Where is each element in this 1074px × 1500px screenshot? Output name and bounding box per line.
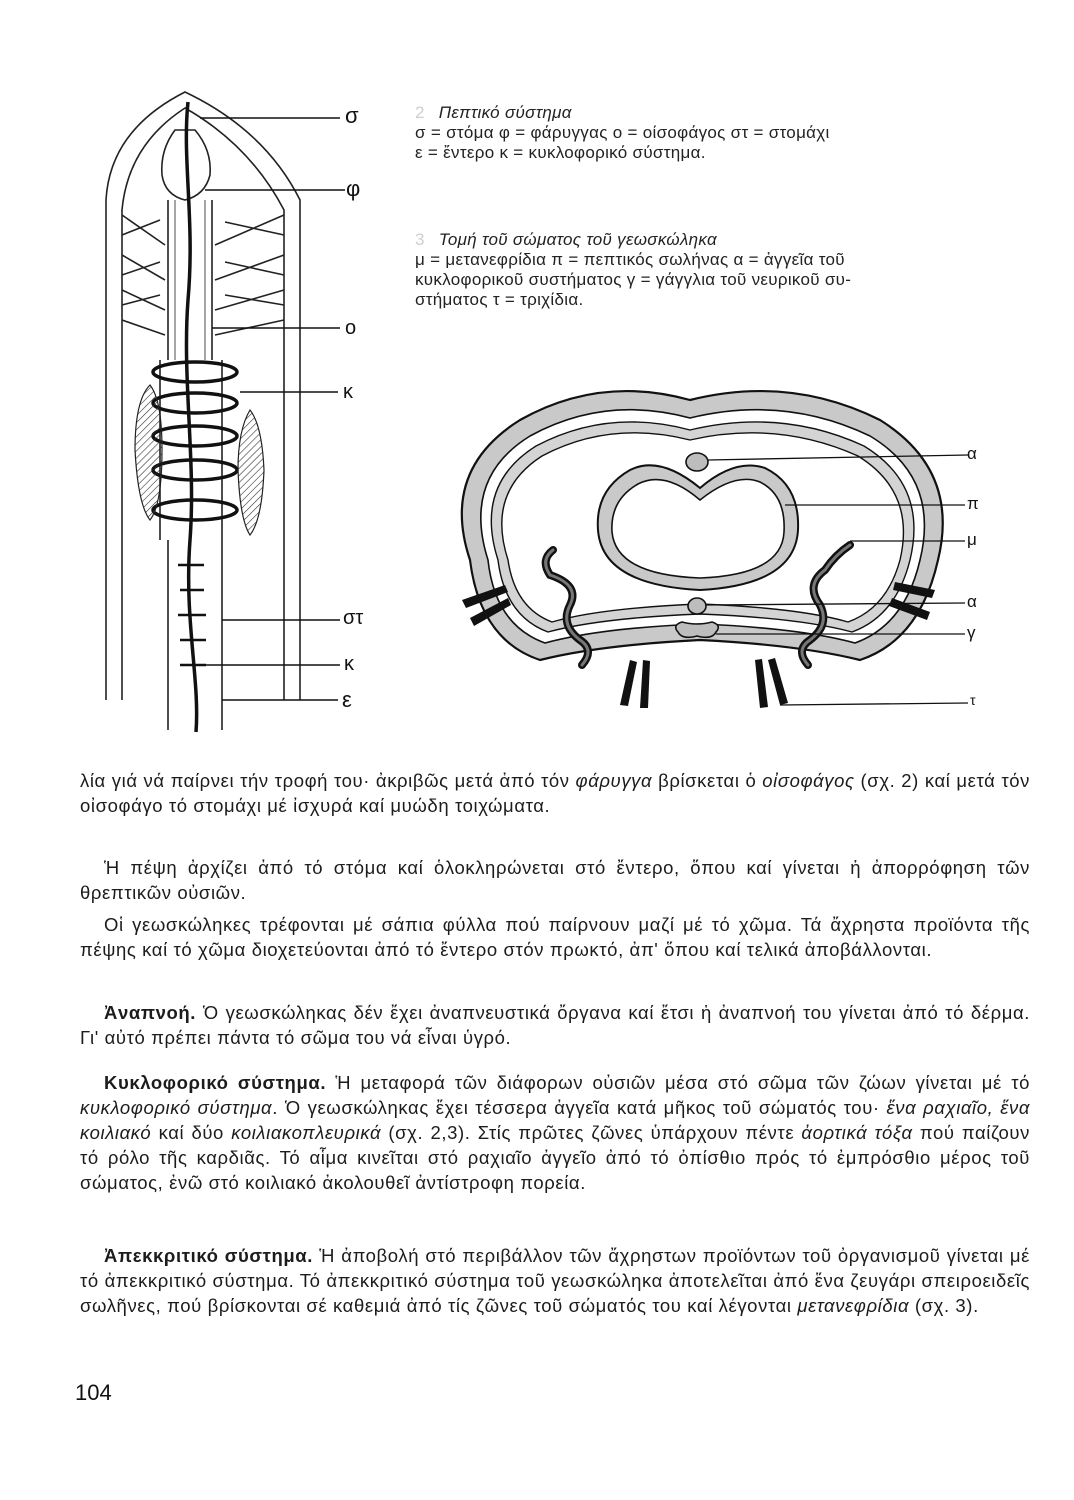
fig3-label-ganglia: γ [967,623,976,642]
p5-text-i: πού παίζουν τό ρόλο τῆς καρδιᾶς. Τό αἷμα κινεῖται στό ραχιαῖο ἀγγεῖο ἀπό τό ὀπίσθιο πρός τό ἐμπρόσθιο μέρος τοῦ σώματος, ἐνῶ στό κοιλιακό ἀκολουθεῖ ἀντίστροφη πορεία. [80,1122,1030,1193]
fig2-caption-number: 2 [415,103,425,122]
fig3-caption-line2: κυκλοφορικοῦ συστήματος γ = γάγγλια τοῦ νευρικοῦ συ- [415,270,852,289]
p5-text-c: . Ὁ γεωσκώληκας ἔχει τέσσερα ἀγγεῖα κατά μῆκος τοῦ σώματός του· [272,1097,887,1118]
nerve-ganglia [676,622,719,637]
p5-term-circulatory: κυκλοφορικό σύστημα [80,1097,273,1118]
paragraph-respiration [80,1000,1030,1050]
fig2-label-vessel-top: κ [343,381,353,403]
seta [755,659,768,708]
paragraph-circulatory [80,1070,1030,1195]
fig2-label-esophagus: ο [345,317,357,339]
fig2-label-pharynx: φ [346,176,361,201]
fig3-label-vessel-top: α [967,444,977,463]
p1-term-esophagus: οἰσοφάγος [762,770,855,791]
ventral-vessel [688,598,706,614]
seta [620,660,637,706]
fig2-caption-title: Πεπτικό σύστημα [438,103,572,122]
p1-term-pharynx: φάρυγγα [575,770,653,791]
p1-text-c: βρίσκεται ὁ [652,770,763,791]
paragraph-feeding: Οἱ γεωσκώληκες τρέφονται μέ σάπια φύλλα πού παίρνουν μαζί μέ τό χῶμα. Τά ἄχρηστα προϊόντα τῆς πέψης καί τό χῶμα διοχετεύονται ἀπό τό ἔντερο στόν πρωκτό, ἀπ' ὅπου καί τελικά ἀποβάλλονται. [80,914,1030,960]
fig3-caption-number: 3 [415,230,425,249]
p5-text-e: καί δύο [151,1122,232,1143]
fig2-label-intestine: ε [342,687,352,712]
fig3-label-digestive-tube: π [967,494,979,513]
dorsal-vessel [686,453,708,471]
fig2-label-mouth: σ [345,103,359,128]
p6-text-c: (σχ. 3). [909,1295,979,1316]
fig2-label-vessel-bottom: κ [344,653,354,675]
p6-term-nephridia: μετανεφρίδια [797,1295,910,1316]
paragraph-pharynx [80,768,1030,818]
seta [768,658,788,705]
heading-respiration: Ἀναπνοή. [104,1002,197,1023]
heading-circulatory: Κυκλοφορικό σύστημα. [104,1072,327,1093]
fig3-label-vessel-bottom: α [967,592,977,611]
fig2-label-stomach: στ [343,607,364,629]
paragraph-excretory [80,1243,1030,1318]
p1-text-a: λία γιά νά παίρνει τήν τροφή του· ἀκριβῶς μετά ἀπό τόν [80,770,576,791]
p5-text-g: (σχ. 2,3). Στίς πρῶτες ζῶνες ὑπάρχουν πέντε [381,1122,802,1143]
fig3-label-nephridia: μ [967,530,977,549]
paragraph-digestion: Ἡ πέψη ἀρχίζει ἀπό τό στόμα καί ὁλοκληρώνεται στό ἔντερο, ὅπου καί γίνεται ἡ ἀπορρόφηση τῶν θρεπτικῶν οὐσιῶν. [80,857,1030,903]
fig3-caption-line1: μ = μετανεφρίδια π = πεπτικός σωλήνας α = ἀγγεῖα τοῦ [415,250,845,269]
page-number: 104 [75,1380,112,1405]
fig3-caption-title: Τομή τοῦ σώματος τοῦ γεωσκώληκα [438,230,717,249]
p4-body: Ὁ γεωσκώληκας δέν ἔχει ἀναπνευστικά ὄργανα καί ἔτσι ἡ ἀναπνοή του γίνεται ἀπό τό δέρμα. Γι' αὐτό πρέπει πάντα τό σῶμα του νά εἶναι ὑγρό. [80,1002,1030,1048]
heading-excretory: Ἀπεκκριτικό σύστημα. [104,1245,314,1266]
p5-term-aortic-arches: ἀορτικά τόξα [801,1122,913,1143]
fig2-caption-line1: σ = στόμα φ = φάρυγγας ο = οίσοφάγος στ = στομάχι [415,123,830,142]
p6-text-a: Ἡ ἀποβολή στό περιβάλλον τῶν ἄχρηστων προϊόντων τοῦ ὀργανισμοῦ γίνεται μέ τό ἀπεκκριτικό σύστημα. Τό ἀπεκκριτικό σύστημα τοῦ γεωσκώληκα ἀποτελεῖται ἀπό ἕνα ζευγάρι σπειροειδεῖς σωλῆνες, πού βρίσκονται σέ καθεμιά ἀπό τίς ζῶνες τοῦ σώματός του καί λέγονται [80,1245,1030,1316]
p1-text-e: (σχ. 2) καί μετά τόν οἰσοφάγο τό στομάχι μέ ἰσχυρά καί μυώδη τοιχώματα. [80,770,1030,816]
fig2-caption-line2: ε = ἔντερο κ = κυκλοφορικό σύστημα. [415,143,706,162]
seta [640,660,650,708]
p5-text-a: Ἡ μεταφορά τῶν διάφορων οὐσιῶν μέσα στό σῶμα τῶν ζώων γίνεται μέ τό [326,1072,1030,1093]
fig3-label-setae: τ [970,692,976,708]
p5-term-ventrolateral: κοιλιακοπλευρικά [231,1122,382,1143]
fig3-caption-line3: στήματος τ = τριχίδια. [415,290,584,309]
p5-term-vessels: ἕνα ραχιαῖο, ἕνα κοιλιακό [80,1097,1030,1143]
